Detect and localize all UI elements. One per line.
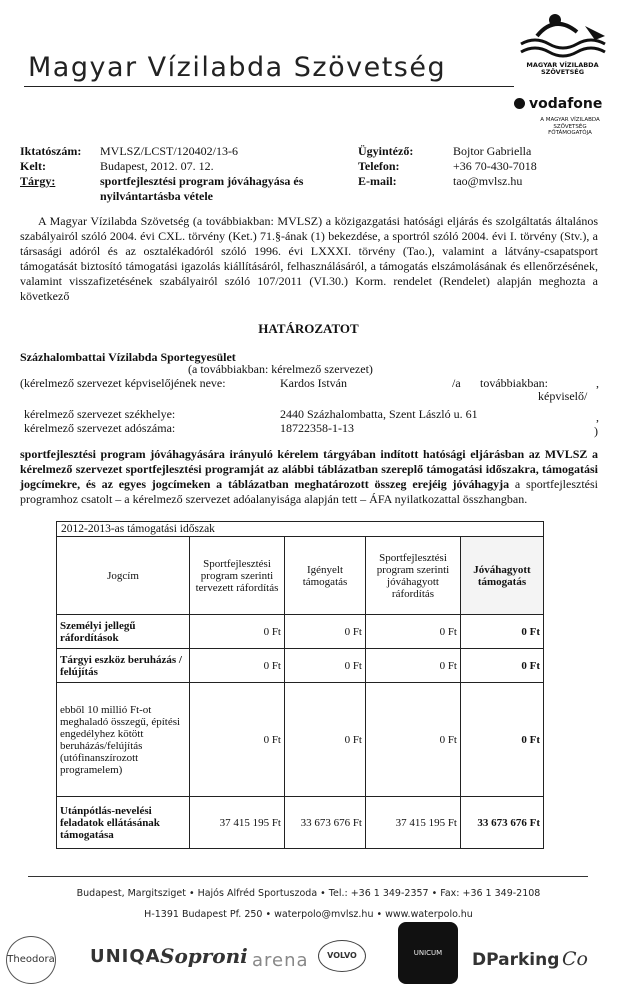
- sponsor-arena: arena: [252, 950, 309, 971]
- targy-value: sportfejlesztési program jóváhagyása és nyilvántartásba vétele: [100, 174, 304, 203]
- rep-value: Kardos István: [280, 376, 347, 390]
- row-label: Személyi jellegű ráfordítások: [57, 615, 190, 649]
- row-value: 0 Ft: [461, 649, 544, 683]
- org-alias: (a továbbiakban: kérelmező szervezet): [188, 362, 373, 376]
- sponsor-uniqa: UNIQA: [90, 946, 161, 967]
- header-divider: [24, 86, 514, 87]
- rep-alias-comma: ,: [596, 376, 599, 390]
- header-jovahagyott-tamogatas: Jóváhagyott támogatás: [461, 537, 544, 615]
- header-jogcim: Jogcím: [57, 537, 190, 615]
- table-row: [57, 683, 544, 797]
- logo-caption-2: SZÖVETSÉG: [540, 68, 585, 76]
- rep-alias-2: képviselő/: [538, 389, 588, 403]
- row-value: 0 Ft: [190, 649, 285, 683]
- row-value: 0 Ft: [366, 615, 461, 649]
- header-jovahagyott-raforditas: Sportfejlesztési program szerinti jóváhagyott ráfordítás: [366, 537, 461, 615]
- support-table: [56, 521, 544, 849]
- vodafone-name: vodafone: [529, 96, 603, 112]
- decision-rest: a sportfejlesztési programhoz csatolt – a kérelmező szervezet adóalanyisága alapján tett – ÁFA nyilatkozattal összhangban.: [20, 477, 598, 506]
- kelt-value: Budapest, 2012. 07. 12.: [100, 159, 214, 173]
- footer-contact: H-1391 Budapest Pf. 250 • waterpolo@mvlsz.hu • www.waterpolo.hu: [144, 909, 473, 920]
- iktatoszam-value: MVLSZ/LCST/120402/13-6: [100, 144, 239, 158]
- seat-value: 2440 Százhalombatta, Szent László u. 61: [280, 407, 478, 421]
- tax-label: kérelmező szervezet adószáma:: [24, 421, 176, 435]
- org-name: Százhalombattai Vízilabda Sportegyesület: [20, 350, 236, 364]
- email-label: E-mail:: [358, 174, 397, 188]
- sponsor-unicum: UNICUM: [398, 922, 458, 984]
- vodafone-subtitle: [535, 117, 605, 137]
- vodafone-sub-3: FŐTÁMOGATÓJA: [548, 130, 592, 136]
- ugyintezo-value: Bojtor Gabriella: [453, 144, 532, 158]
- row-value: 33 673 676 Ft: [461, 797, 544, 849]
- telefon-value: +36 70-430-7018: [453, 159, 537, 173]
- sponsor-theodora: Theodora: [6, 936, 56, 984]
- organization-title: Magyar Vízilabda Szövetség: [28, 52, 447, 83]
- sponsor-volvo: VOLVO: [318, 940, 366, 972]
- decision-heading: HATÁROZATOT: [258, 321, 359, 336]
- email-value: tao@mvlsz.hu: [453, 174, 523, 188]
- sponsor-dparking: DParking: [472, 950, 560, 970]
- waterpolo-logo-icon: [515, 6, 610, 58]
- row-value: 37 415 195 Ft: [190, 797, 285, 849]
- rep-label: (kérelmező szervezet képviselőjének neve:: [20, 376, 226, 390]
- table-header-row: [57, 537, 544, 615]
- row-value: 0 Ft: [461, 683, 544, 797]
- sponsor-co: Co: [562, 948, 588, 970]
- tax-paren: ): [594, 424, 598, 438]
- seat-label: kérelmező szervezet székhelye:: [24, 407, 176, 421]
- sponsor-soproni: Soproni: [160, 944, 248, 968]
- table-row: [57, 649, 544, 683]
- period-cell: 2012-2013-as támogatási időszak: [57, 522, 544, 537]
- decision-bold: sportfejlesztési program jóváhagyására irányuló kérelem tárgyában indított hatósági eljárásban az MVLSZ a kérelmező szervezet sportfejlesztési programját az alábbi táblázatban szereplő támogatási időszakra, támogatási jogcímekre, és az egyes jogcímeken a táblázatban meghatározott összeg erejéig jóváhagyja: [20, 447, 598, 491]
- targy-label: Tárgy:: [20, 174, 56, 188]
- footer-divider: [28, 876, 588, 877]
- header-igenyelt: Igényelt támogatás: [285, 537, 366, 615]
- intro-paragraph: A Magyar Vízilabda Szövetség (a továbbiakban: MVLSZ) a közigazgatási hatósági eljárás és szolgáltatás általános szabályairól szóló 2004. évi CXL. törvény (Ket.) 71.§-ának (1) bekezdése, a sportról szóló 2004. évi I. törvény (Stv.), a társasági adóról és az osztalékadóról szóló 1996. évi LXXXI. törvény (Tao.), valamint a látvány-csapatsport támogatását biztosító támogatási igazolás kiállításáról, felhasználásáról, a támogatás elszámolásának és ellenőrzésének, valamint visszafizetésének szabályairól szóló 107/2011 (VI.30.) Korm. rendelet (Rendelet) alapján meghozta a következő: [20, 214, 598, 303]
- row-value: 33 673 676 Ft: [285, 797, 366, 849]
- row-value: 0 Ft: [366, 649, 461, 683]
- vodafone-logo-icon: [514, 98, 525, 109]
- row-value: 0 Ft: [285, 683, 366, 797]
- row-value: 0 Ft: [190, 683, 285, 797]
- vodafone-sub-1: A MAGYAR VÍZILABDA: [540, 117, 600, 123]
- row-value: 0 Ft: [285, 649, 366, 683]
- iktatoszam-label: Iktatószám:: [20, 144, 82, 158]
- tax-value: 18722358-1-13: [280, 421, 354, 435]
- telefon-label: Telefon:: [358, 159, 400, 173]
- vodafone-sponsor: [514, 96, 602, 112]
- logo-caption-1: MAGYAR VÍZILABDA: [526, 61, 599, 69]
- table-row: [57, 797, 544, 849]
- row-value: 0 Ft: [190, 615, 285, 649]
- row-label: Utánpótlás-nevelési feladatok ellátásának támogatása: [57, 797, 190, 849]
- table-row: [57, 615, 544, 649]
- row-value: 0 Ft: [285, 615, 366, 649]
- vodafone-sub-2: SZÖVETSÉG: [553, 123, 587, 130]
- header-tervezett: Sportfejlesztési program szerinti tervezett ráfordítás: [190, 537, 285, 615]
- document-meta: [20, 144, 537, 204]
- ugyintezo-label: Ügyintéző:: [358, 144, 414, 158]
- seat-comma: ,: [596, 410, 599, 424]
- footer-address: Budapest, Margitsziget • Hajós Alfréd Sportuszoda • Tel.: +36 1 349-2357 • Fax: +36 1 349-2108: [76, 888, 541, 899]
- row-value: 37 415 195 Ft: [366, 797, 461, 849]
- row-label: Tárgyi eszköz beruházás / felújítás: [57, 649, 190, 683]
- row-value: 0 Ft: [461, 615, 544, 649]
- rep-alias-1: /a továbbiakban:: [452, 376, 548, 390]
- row-value: 0 Ft: [366, 683, 461, 797]
- mvlsz-logo: [515, 6, 610, 84]
- decision-paragraph: [20, 447, 598, 507]
- row-label: ebből 10 millió Ft-ot meghaladó összegű, építési engedélyhez kötött beruházás/felújítás (utófinanszírozott programelem): [57, 683, 190, 797]
- kelt-label: Kelt:: [20, 159, 46, 173]
